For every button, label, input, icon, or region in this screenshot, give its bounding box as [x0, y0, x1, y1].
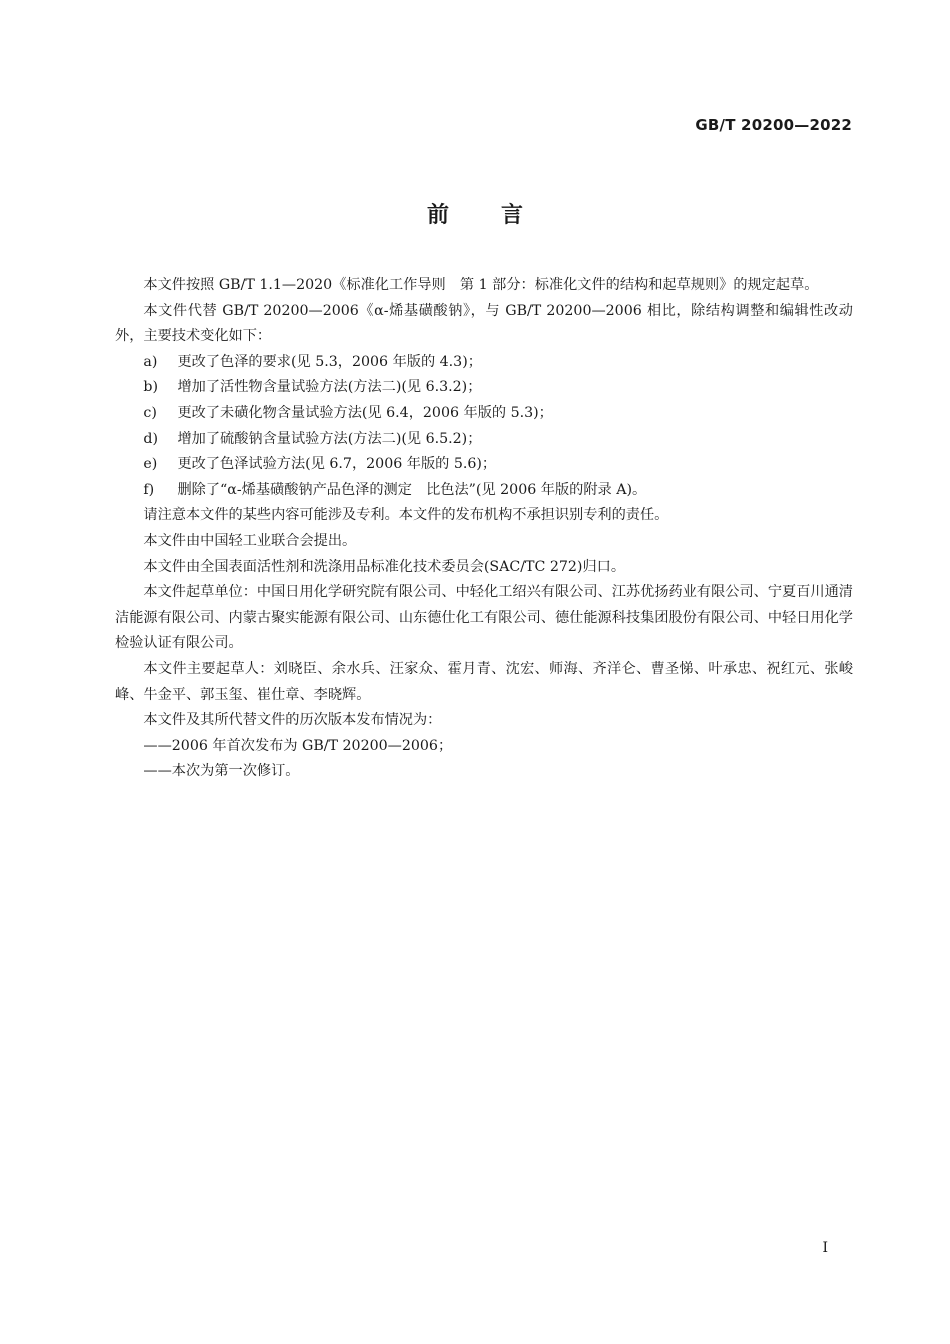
history-item: ——本次为第一次修订。 — [143, 763, 300, 780]
paragraph-drafters: 本文件主要起草人：刘晓臣、余水兵、汪家众、霍月青、沈宏、师海、齐洋仑、曹圣悌、叶承忠、祝红元、张峻峰、牛金平、郭玉玺、崔仕章、李晓辉。 — [115, 660, 853, 703]
list-item-text: 增加了硫酸钠含量试验方法(方法二)(见 6.5.2)； — [177, 430, 482, 447]
list-marker: c) — [143, 404, 157, 421]
page-title: 前言 — [426, 203, 575, 228]
list-marker: b) — [143, 379, 159, 396]
paragraph-patent-notice: 请注意本文件的某些内容可能涉及专利。本文件的发布机构不承担识别专利的责任。 — [143, 507, 669, 524]
list-item — [115, 427, 853, 453]
list-marker: d) — [143, 430, 159, 447]
list-item — [115, 478, 853, 504]
list-marker: a) — [143, 353, 158, 370]
paragraph-committee: 本文件由全国表面活性剂和洗涤用品标准化技术委员会(SAC/TC 272)归口。 — [143, 558, 626, 575]
list-item — [115, 375, 853, 401]
foreword-body — [115, 273, 853, 785]
list-item — [115, 401, 853, 427]
paragraph-drafting-units: 本文件起草单位：中国日用化学研究院有限公司、中轻化工绍兴有限公司、江苏优扬药业有限公司、宁夏百川通清洁能源有限公司、内蒙古聚实能源有限公司、山东德仕化工有限公司、德仕能源科技集团股份有限公司、中轻日用化学检验认证有限公司。 — [115, 584, 853, 652]
paragraph-drafting-rules: 本文件按照 GB/T 1.1—2020《标准化工作导则 第 1 部分：标准化文件的结构和起草规则》的规定起草。 — [143, 277, 819, 293]
history-item: ——2006 年首次发布为 GB/T 20200—2006； — [143, 737, 453, 754]
list-item-text: 更改了未磺化物含量试验方法(见 6.4，2006 年版的 5.3)； — [177, 404, 553, 421]
standard-number: GB/T 20200—2022 — [695, 116, 852, 134]
list-item-text: 更改了色泽试验方法(见 6.7，2006 年版的 5.6)； — [177, 456, 497, 473]
page-number: I — [822, 1240, 828, 1256]
list-item-text: 更改了色泽的要求(见 5.3，2006 年版的 4.3)； — [177, 353, 482, 370]
list-marker: f) — [143, 481, 155, 498]
paragraph-history-intro: 本文件及其所代替文件的历次版本发布情况为： — [143, 712, 442, 729]
list-item-text: 增加了活性物含量试验方法(方法二)(见 6.3.2)； — [177, 379, 482, 396]
list-item — [115, 350, 853, 376]
list-marker: e) — [143, 456, 158, 473]
list-item — [115, 452, 853, 478]
list-item-text: 删除了“α-烯基磺酸钠产品色泽的测定 比色法”(见 2006 年版的附录 A)。 — [177, 481, 647, 498]
paragraph-proposer: 本文件由中国轻工业联合会提出。 — [143, 532, 357, 549]
changes-list — [115, 350, 853, 504]
paragraph-replaces: 本文件代替 GB/T 20200—2006《α-烯基磺酸钠》，与 GB/T 20200—2006 相比，除结构调整和编辑性改动外，主要技术变化如下： — [115, 302, 853, 345]
